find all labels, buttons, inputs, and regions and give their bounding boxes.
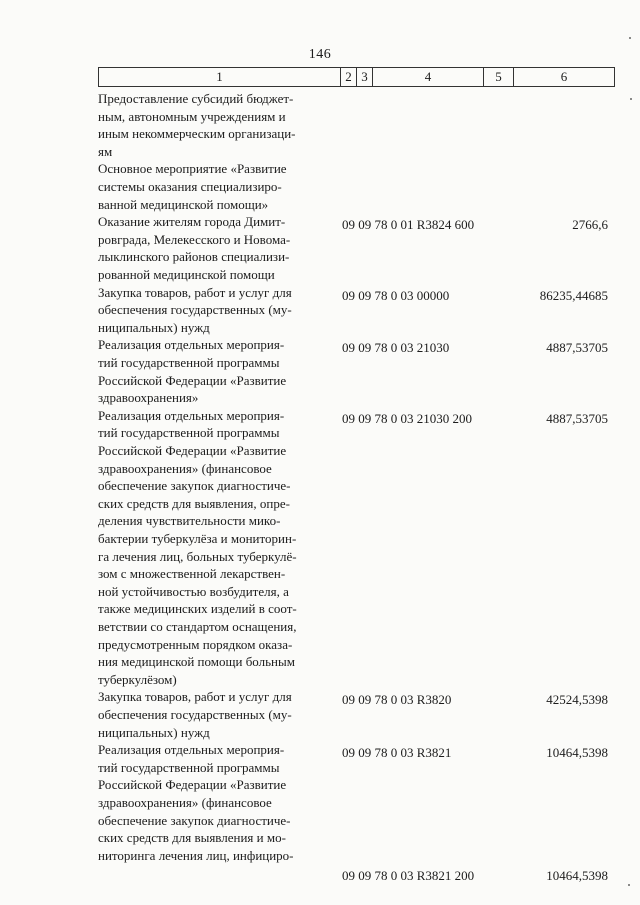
row-amount: 10464,5398 — [546, 868, 608, 884]
description-line: ниципальных) нужд — [98, 724, 210, 740]
description-line: ниторинга лечения лиц, инфициро- — [98, 847, 294, 863]
row-amount: 42524,5398 — [546, 692, 608, 708]
row-description — [98, 90, 338, 160]
description-line: тий государственной программы — [98, 759, 280, 775]
description-line: бактерии туберкулёза и мониторин- — [98, 530, 297, 546]
description-line: тий государственной программы — [98, 354, 280, 370]
description-line: ских средств для выявления, опре- — [98, 495, 290, 511]
description-line: Оказание жителям города Димит- — [98, 214, 286, 230]
description-line: туберкулёзом) — [98, 671, 177, 687]
description-line: Реализация отдельных мероприя- — [98, 407, 285, 423]
description-line: обеспечения государственных (му- — [98, 706, 292, 722]
description-line: ниципальных) нужд — [98, 319, 210, 335]
description-line: системы оказания специализиро- — [98, 178, 282, 194]
description-line: обеспечение закупок диагностиче- — [98, 478, 291, 494]
description-line: Закупка товаров, работ и услуг для — [98, 284, 292, 300]
description-line: тий государственной программы — [98, 425, 280, 441]
row-description — [98, 688, 338, 741]
table-header — [98, 67, 615, 87]
description-line: обеспечение закупок диагностиче- — [98, 812, 291, 828]
row-amount: 2766,6 — [572, 217, 608, 233]
description-line: ровграда, Мелекесского и Новома- — [98, 231, 291, 247]
header-col-2: 2 — [341, 68, 357, 86]
description-line: Закупка товаров, работ и услуг для — [98, 689, 292, 705]
description-line: рованной медицинской помощи — [98, 266, 275, 282]
page-number: 146 — [308, 47, 332, 62]
row-amount: 4887,53705 — [546, 410, 608, 426]
description-line: Основное мероприятие «Развитие — [98, 161, 287, 177]
row-amount: 4887,53705 — [546, 340, 608, 356]
row-amount: 86235,44685 — [539, 287, 608, 303]
description-line: здравоохранения» — [98, 390, 199, 406]
description-line: Реализация отдельных мероприя- — [98, 742, 285, 758]
row-description — [98, 160, 338, 213]
scan-speck — [629, 37, 631, 39]
description-line: га лечения лиц, больных туберкулё- — [98, 548, 297, 564]
scan-speck — [628, 884, 630, 886]
row-codes: 09 09 78 0 03 21030 — [342, 340, 450, 356]
description-line: зом с множественной лекарствен- — [98, 566, 286, 582]
row-codes: 09 09 78 0 03 00000 — [342, 287, 450, 303]
row-description — [98, 284, 338, 337]
description-line: ветствии со стандартом оснащения, — [98, 618, 297, 634]
description-line: ских средств для выявления и мо- — [98, 830, 286, 846]
description-line: здравоохранения» (финансовое — [98, 460, 272, 476]
header-col-4: 4 — [373, 68, 484, 86]
description-line: также медицинских изделий в соот- — [98, 601, 297, 617]
description-line: ванной медицинской помощи» — [98, 196, 269, 212]
row-codes: 09 09 78 0 03 R3820 — [342, 692, 452, 708]
description-line: лыклинского районов специализи- — [98, 249, 290, 265]
row-codes: 09 09 78 0 03 21030 200 — [342, 410, 472, 426]
description-line: ям — [98, 143, 113, 159]
description-line: ным, автономным учреждениям и — [98, 108, 286, 124]
description-line: ния медицинской помощи больным — [98, 654, 295, 670]
header-col-1: 1 — [99, 68, 341, 86]
description-line: Российской Федерации «Развитие — [98, 442, 287, 458]
description-line: Российской Федерации «Развитие — [98, 372, 287, 388]
description-line: обеспечения государственных (му- — [98, 302, 292, 318]
row-description — [98, 741, 338, 864]
scan-speck — [630, 98, 632, 100]
description-line: здравоохранения» (финансовое — [98, 794, 272, 810]
row-description — [98, 407, 338, 689]
row-codes: 09 09 78 0 03 R3821 200 — [342, 868, 475, 884]
row-description — [98, 336, 338, 406]
row-amount: 10464,5398 — [546, 745, 608, 761]
row-codes: 09 09 78 0 01 R3824 600 — [342, 217, 475, 233]
header-col-5: 5 — [484, 68, 514, 86]
description-line: деления чувствительности мико- — [98, 513, 281, 529]
header-col-6: 6 — [560, 69, 568, 84]
description-line: предусмотренным порядком оказа- — [98, 636, 293, 652]
description-line: Реализация отдельных мероприя- — [98, 337, 285, 353]
header-col-3: 3 — [357, 68, 373, 86]
description-line: Российской Федерации «Развитие — [98, 777, 287, 793]
description-line: Предоставление субсидий бюджет- — [98, 91, 294, 106]
description-line: ной устойчивостью возбудителя, а — [98, 583, 289, 599]
row-description — [98, 213, 338, 283]
row-codes: 09 09 78 0 03 R3821 — [342, 745, 452, 761]
description-line: иным некоммерческим организаци- — [98, 126, 296, 142]
